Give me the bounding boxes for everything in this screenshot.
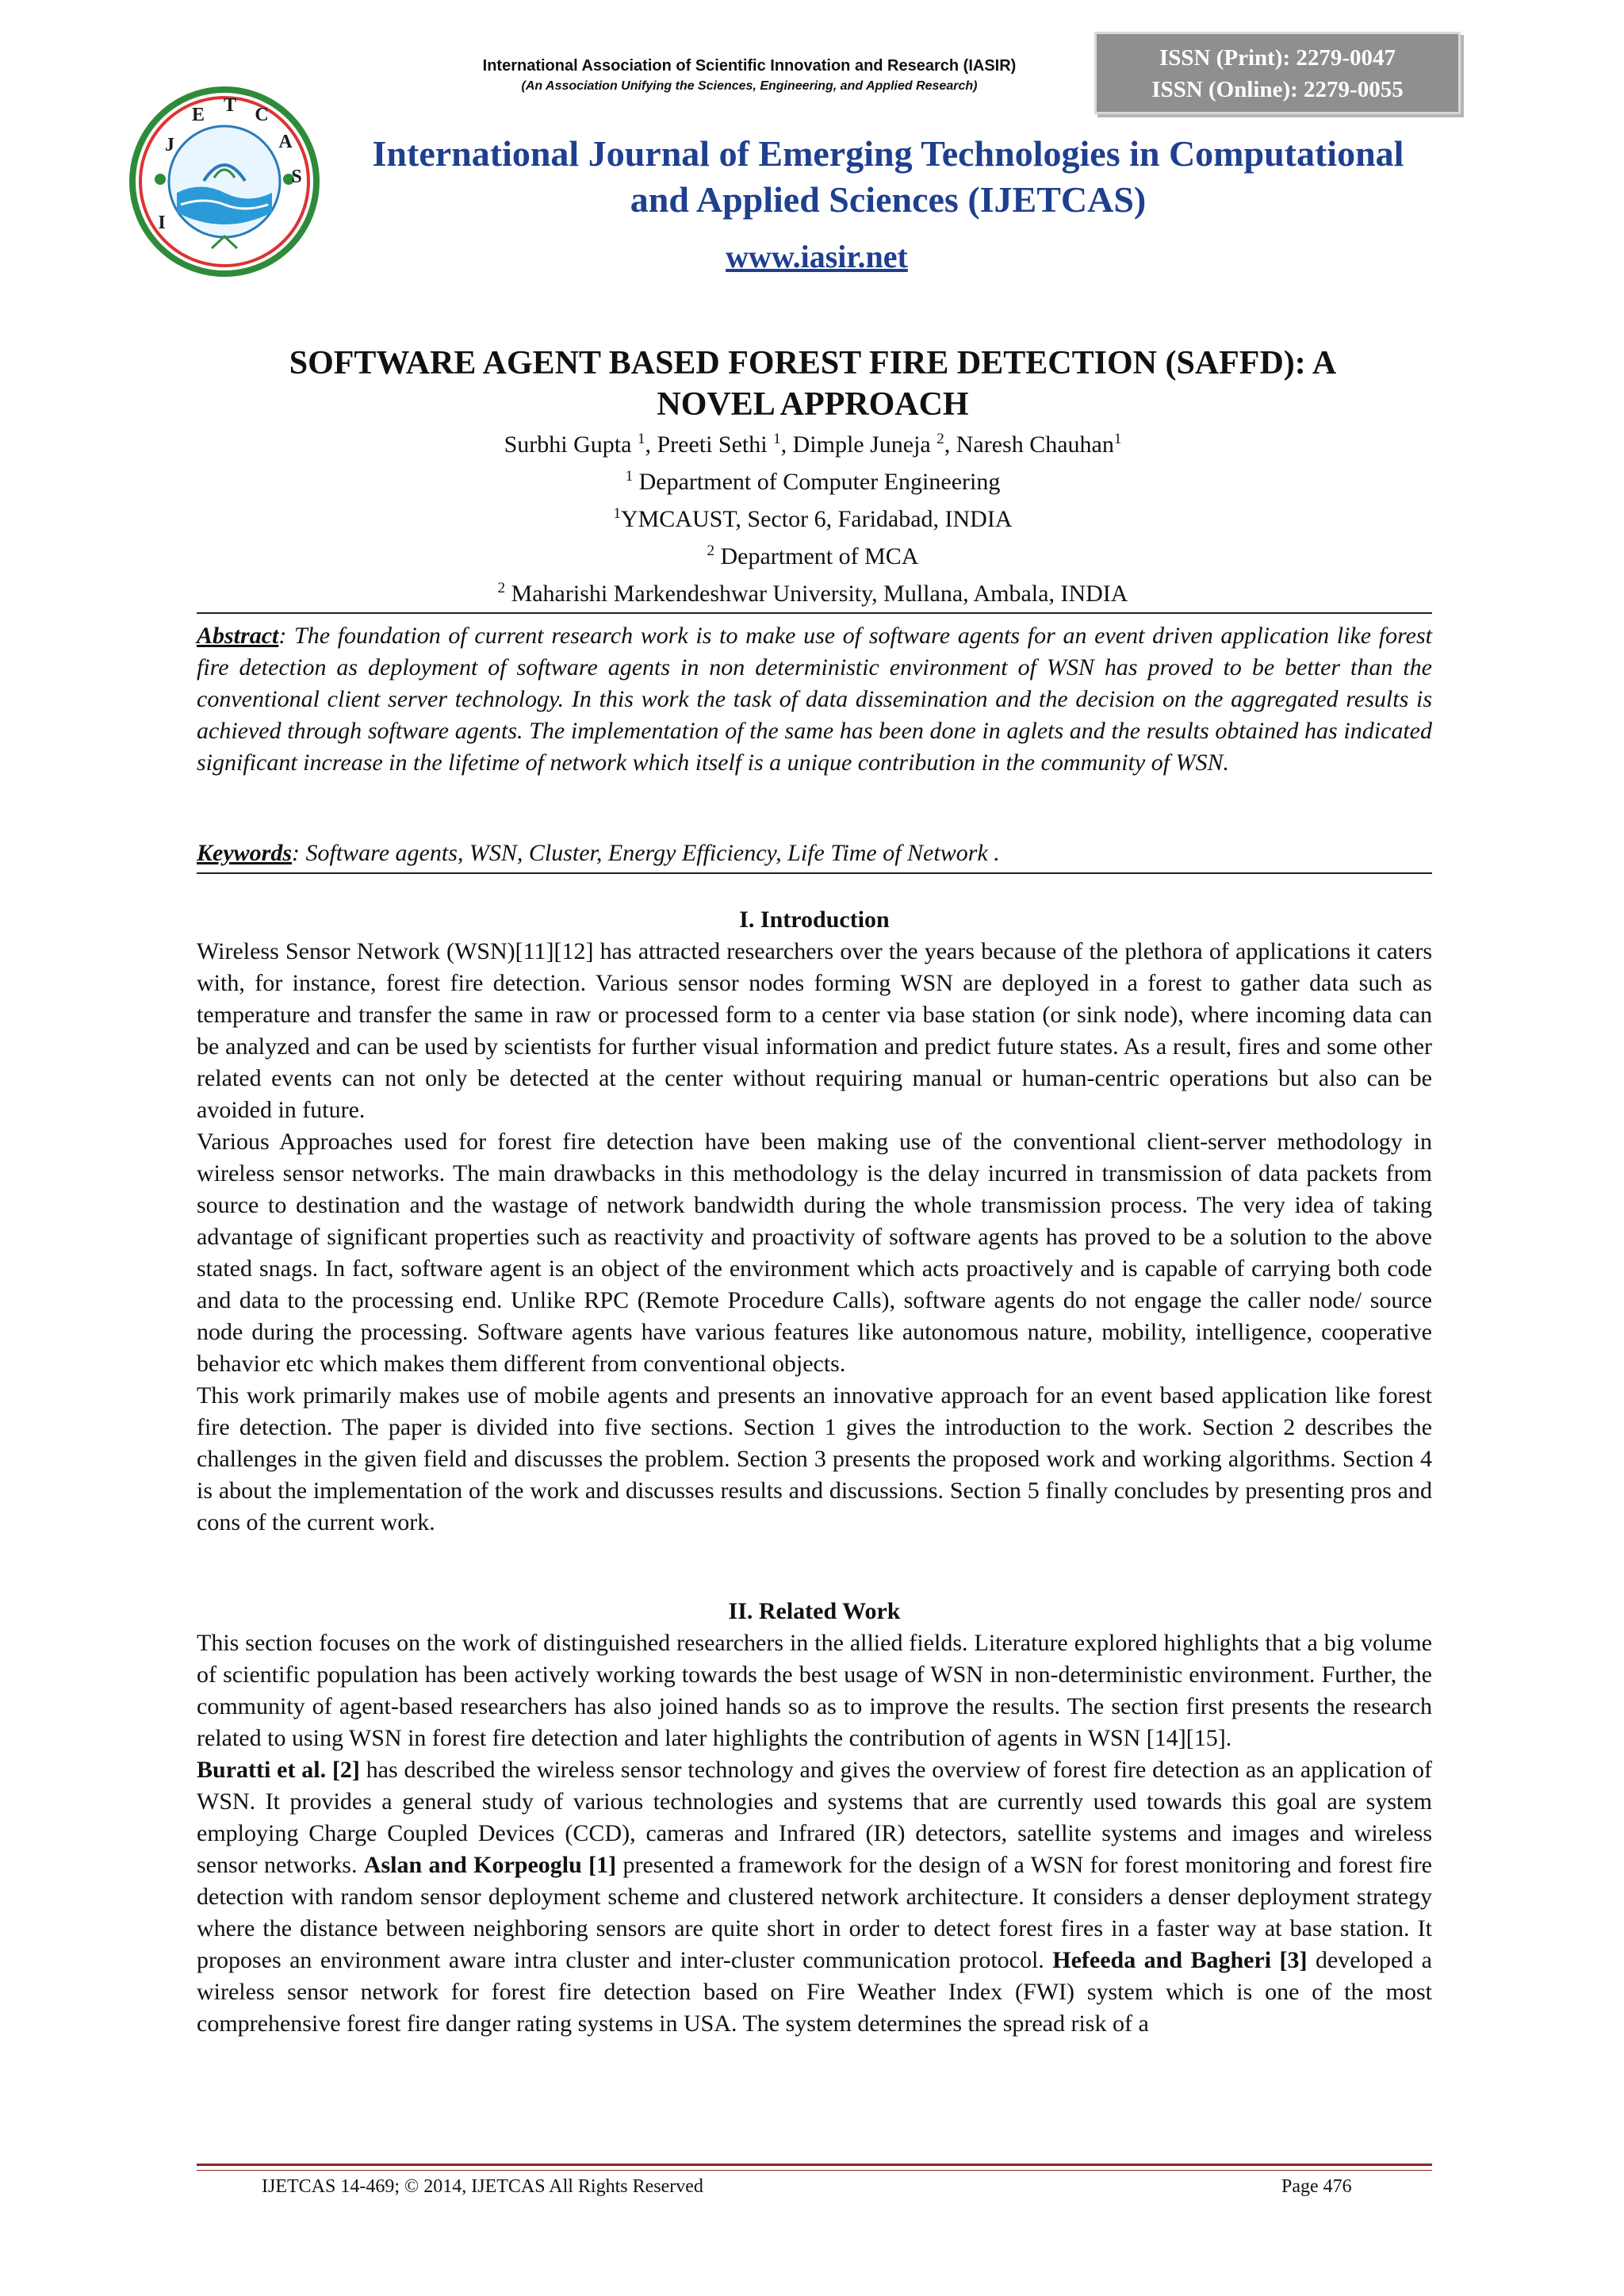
association-name: International Association of Scientific Innovation and Research (IASIR) — [482, 57, 1017, 75]
journal-title — [333, 131, 1443, 223]
citation-author: Aslan and Korpeoglu [1] — [363, 1852, 617, 1878]
author-block — [190, 424, 1435, 610]
author-name: Dimple Juneja — [792, 431, 931, 458]
journal-logo-icon — [128, 86, 320, 278]
paragraph: This section focuses on the work of distinguished researchers in the allied fields. Literature explored highlights that a big volume of scientific population has been actively working towards the best usage of WSN in non-deterministic environment. Further, the community of agent-based researchers has also joined hands so as to improve the results. The section first presents the research related to using WSN in forest fire detection and later highlights the contribution of agents in WSN [14][15]. — [197, 1630, 1432, 1751]
paper-title-line1: SOFTWARE AGENT BASED FOREST FIRE DETECTION (SAFFD): A — [289, 345, 1337, 381]
author-name: Naresh Chauhan — [956, 431, 1114, 458]
abstract — [197, 620, 1432, 779]
issn-print: ISSN (Print): 2279-0047 — [1159, 45, 1396, 71]
affiliation-text: Department of Computer Engineering — [633, 469, 1001, 495]
paragraph: Wireless Sensor Network (WSN)[11][12] has attracted researchers over the years because of the plethora of applications it caters with, for instance, forest fire detection. Various sensor nodes forming WSN are deployed in a forest to gather data such as temperature and transfer the same in raw or processed form to a center via base station (or sink node), where incoming data can be analyzed and can be used by scientists for further visual information and predict future states. As a result, fires and some other related events can not only be detected at the center without requiring manual or human-centric operations but also can be avoided in future. — [197, 938, 1432, 1123]
affiliation-marker: 2 — [497, 580, 506, 596]
footer-rule — [197, 2164, 1432, 2166]
section-heading-related-work: II. Related Work — [728, 1598, 901, 1624]
paragraph: Various Approaches used for forest fire detection have been making use of the conventional client-server methodology in wireless sensor networks. The main drawbacks in this methodology is the delay incurred in transmission of data packets from source to destination and the wastage of network bandwidth during the whole transmission process. The very idea of taking advantage of significant properties such as reactivity and proactivity of software agents has proved to be a solution to the above stated snags. In fact, software agent is an object of the environment which acts proactively and is capable of carrying both code and data to the processing end. Unlike RPC (Remote Procedure Calls), software agents do not engage the caller node/ source node during the processing. Software agents have various features like autonomous nature, mobility, intelligence, cooperative behavior etc which makes them different from conventional objects. — [197, 1129, 1432, 1377]
author-name: Surbhi Gupta — [504, 431, 632, 458]
logo-letter: I — [158, 213, 166, 233]
logo-letter: S — [291, 167, 302, 187]
author-name: Preeti Sethi — [657, 431, 768, 458]
keywords-bottom-rule — [197, 872, 1432, 874]
affiliation-line — [190, 461, 1435, 498]
footer-copyright: IJETCAS 14-469; © 2014, IJETCAS All Rights Reserved — [262, 2176, 703, 2197]
affiliation-text: Maharishi Markendeshwar University, Mullana, Ambala, INDIA — [505, 581, 1128, 607]
affiliation-line — [190, 573, 1435, 610]
introduction-body — [197, 936, 1432, 1539]
citation-author: Hefeeda and Bagheri [3] — [1052, 1947, 1308, 1973]
affiliation-line — [190, 535, 1435, 573]
journal-title-line2: and Applied Sciences (IJETCAS) — [630, 179, 1147, 220]
logo-letter: T — [223, 95, 237, 116]
section-heading-introduction: I. Introduction — [739, 907, 890, 933]
affiliation-text: Department of MCA — [714, 543, 919, 569]
footer-rule-thin — [197, 2170, 1432, 2171]
keywords-label: Keywords — [197, 840, 292, 866]
affiliation-marker: 1 — [625, 468, 634, 485]
author-affiliation-marker: 1 — [637, 431, 645, 447]
paper-title — [190, 343, 1435, 425]
citation-author: Buratti et al. [2] — [197, 1757, 360, 1783]
logo-letter: A — [278, 132, 293, 152]
affiliation-line — [190, 498, 1435, 535]
author-affiliation-marker: 2 — [936, 431, 944, 447]
paragraph-text: presented a framework for the design of a WSN for forest monitoring and forest fire detection with random sensor deployment scheme and clustered network architecture. It considers a denser deployment strategy where the distance between neighboring sensors are quite short in order to detect forest fires in a faster way at base station. It proposes an environment aware intra cluster and inter-cluster communication protocol. — [197, 1852, 1432, 1973]
journal-title-line1: International Journal of Emerging Technologies in Computational — [372, 133, 1404, 174]
author-affiliation-marker: 1 — [1113, 431, 1122, 447]
keywords-text: : Software agents, WSN, Cluster, Energy Efficiency, Life Time of Network . — [292, 840, 1000, 866]
related-work-body — [197, 1627, 1432, 2040]
abstract-label: Abstract — [197, 623, 279, 649]
author-list: Surbhi Gupta $^1$, Preeti Sethi $^1$, Dimple Juneja $^2$, Naresh Chauhan$^1$ — [504, 431, 1122, 458]
journal-url-link[interactable]: www.iasir.net — [726, 239, 908, 274]
author-affiliation-marker: 1 — [773, 431, 781, 447]
issn-box — [1094, 32, 1461, 114]
abstract-top-rule — [197, 612, 1432, 614]
logo-letter: C — [255, 105, 269, 125]
association-subtitle: (An Association Unifying the Sciences, Engineering, and Applied Research) — [521, 79, 978, 93]
paragraph — [197, 1754, 1432, 2040]
paper-title-line2: NOVEL APPROACH — [657, 386, 969, 423]
logo-letter: E — [191, 105, 205, 125]
affiliation-marker: 1 — [613, 505, 621, 522]
logo-letter: J — [165, 135, 174, 155]
affiliation-text: YMCAUST, Sector 6, Faridabad, INDIA — [620, 506, 1013, 532]
paragraph: This work primarily makes use of mobile agents and presents an innovative approach for an event based application like forest fire detection. The paper is divided into five sections. Section 1 gives the introduction to the work. Section 2 describes the challenges in the given field and discusses the problem. Section 3 presents the proposed work and working algorithms. Section 4 is about the implementation of the work and discusses results and discussions. Section 5 finally concludes by presenting pros and cons of the current work. — [197, 1382, 1432, 1535]
affiliation-marker: 2 — [707, 542, 715, 559]
page-number: Page 476 — [1281, 2176, 1352, 2197]
abstract-text: : The foundation of current research work is to make use of software agents for an event driven application like forest fire detection as deployment of software agents in non deterministic environment of WSN has proved to be better than the conventional client server technology. In this work the task of data dissemination and the decision on the aggregated results is achieved through software agents. The implementation of the same has been done in aglets and the results obtained has indicated significant increase in the lifetime of network which itself is a unique contribution in the community of WSN. — [197, 623, 1432, 776]
paragraph-text: has described the wireless sensor technology and gives the overview of forest fire detection as an application of WSN. It provides a general study of various technologies and systems that are currently used towards this goal are system employing Charge Coupled Devices (CCD), cameras and Infrared (IR) detectors, satellite systems and images and wireless sensor networks. — [197, 1757, 1432, 1878]
keywords — [197, 838, 1432, 869]
issn-online: ISSN (Online): 2279-0055 — [1151, 77, 1404, 102]
paragraph-text: developed a wireless sensor network for forest fire detection based on Fire Weather Index (FWI) system which is one of the most comprehensive forest fire danger rating systems in USA. The system determines the spread risk of a — [197, 1947, 1432, 2037]
